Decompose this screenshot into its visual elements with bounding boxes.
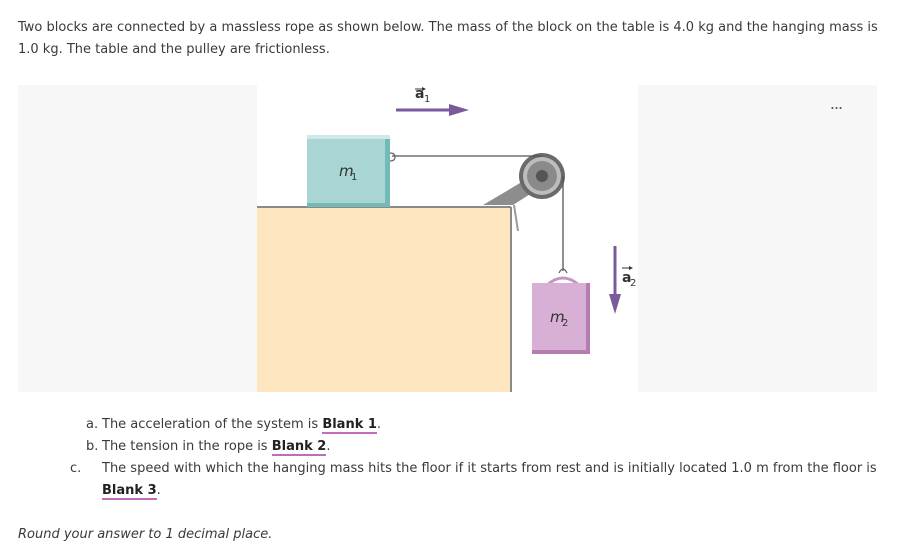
blank-2-input[interactable]: Blank 2 — [271, 439, 327, 454]
blank-1-input[interactable]: Blank 1 — [322, 417, 377, 432]
question-c: c. The speed with which the hanging mass hits the floor if it starts from rest and is initially located 1.0 m from the floor is Blank 3. — [70, 461, 877, 498]
a2-subscript: 2 — [630, 278, 637, 289]
question-a: a. The acceleration of the system is Blank 1. — [86, 417, 382, 432]
m2-label: m — [550, 308, 565, 326]
a1-label: a — [415, 86, 425, 102]
table — [257, 207, 511, 392]
m2-subscript: 2 — [562, 318, 569, 329]
physics-diagram — [257, 85, 638, 392]
figure-left-panel — [18, 85, 257, 392]
a1-subscript: 1 — [424, 94, 431, 105]
blank-3-input[interactable]: Blank 3 — [102, 483, 157, 498]
m1-label: m — [339, 162, 354, 180]
more-options-icon[interactable]: ... — [829, 94, 843, 113]
m1-subscript: 1 — [351, 172, 358, 183]
rounding-instruction: Round your answer to 1 decimal place. — [18, 527, 273, 542]
problem-statement: Two blocks are connected by a massless rope as shown below. The mass of the block on the table is 4.0 kg and the hanging mass is 1.0 kg. The table and the pulley are frictionless. — [18, 20, 878, 57]
a2-label: a — [622, 270, 632, 286]
question-b: b. The tension in the rope is Blank 2. — [86, 439, 331, 454]
question-list — [70, 414, 886, 502]
figure-right-panel — [638, 85, 877, 392]
